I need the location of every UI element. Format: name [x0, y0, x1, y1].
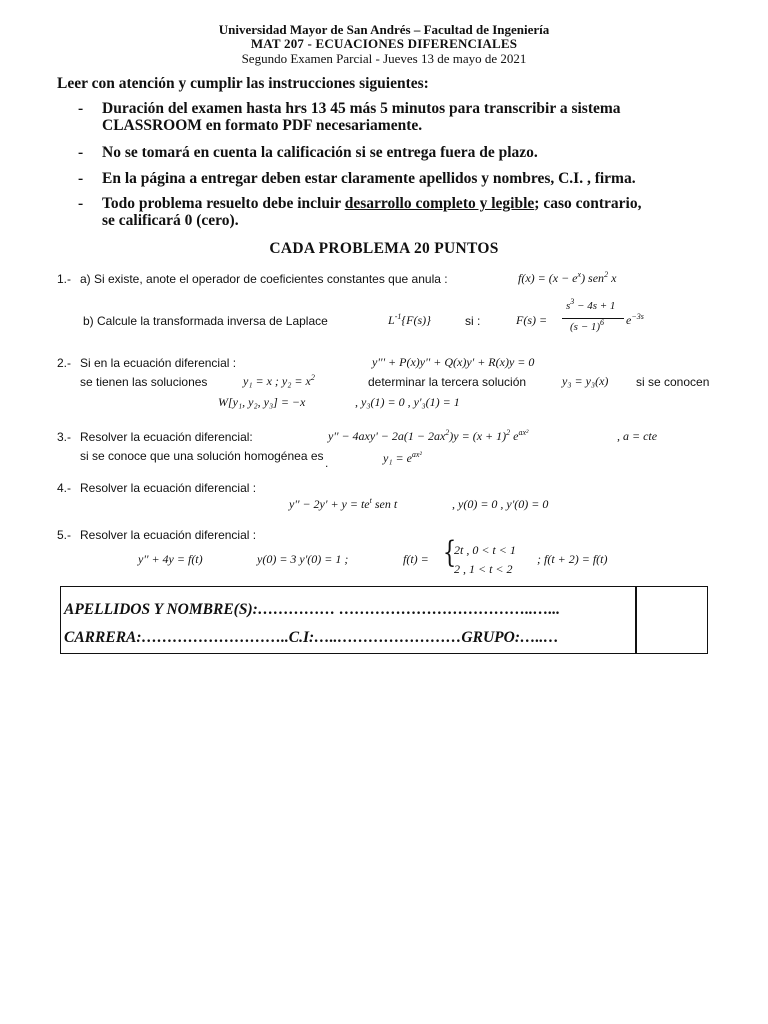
- instruction-text: CLASSROOM en formato PDF necesariamente.: [102, 117, 423, 134]
- bullet-dash: -: [78, 170, 84, 187]
- career-ci-group-label[interactable]: CARRERA:………………………..C.I:…..……………………GRUPO:…..…: [64, 629, 559, 646]
- bullet-dash: -: [78, 195, 84, 212]
- math-expression: $y_1 = e^{ax^2}$: [383, 450, 422, 465]
- math-expression: y''' + P(x)y'' + Q(x)y' + R(x)y = 0: [372, 355, 535, 369]
- instruction-item: [78, 195, 718, 229]
- course-title: MAT 207 - ECUACIONES DIFERENCIALES: [250, 36, 518, 51]
- math-expression: , y₃(1) = 0 , y'₃(1) = 1: [355, 395, 460, 409]
- math-expression: W[y₁, y₂, y₃] = −x: [218, 395, 306, 409]
- left-brace-icon: {: [442, 535, 457, 570]
- math-expression: f(t) =: [403, 552, 429, 566]
- problem-text: Resolver la ecuación diferencial:: [80, 430, 253, 444]
- problem-number: 3.-: [57, 430, 72, 444]
- student-info-box: [60, 586, 708, 654]
- math-expression: y₃ = y₃(x): [562, 374, 609, 388]
- math-expression: y'' + 4y = f(t): [138, 552, 203, 566]
- name-field-label[interactable]: APELLIDOS Y NOMBRE(S):…………… ………………………………..…...: [64, 601, 561, 618]
- fraction-numerator: $s^3 - 4s + 1$: [566, 297, 616, 312]
- signature-divider: [635, 587, 637, 653]
- math-expression: $f(x) = (x - e^x)$ sen$^2$ x: [518, 270, 617, 285]
- math-expression: y(0) = 3 y'(0) = 1 ;: [257, 552, 349, 566]
- math-expression: , y(0) = 0 , y'(0) = 0: [452, 497, 549, 511]
- university-title: Universidad Mayor de San Andrés – Facultad de Ingeniería: [218, 22, 550, 37]
- problem-text: determinar la tercera solución: [368, 375, 527, 389]
- instruction-underlined-text: desarrollo completo y legible: [344, 195, 535, 212]
- piecewise-case: 2 , 1 < t < 2: [454, 562, 513, 576]
- problem-text: si :: [465, 314, 481, 328]
- problem-text: a) Si existe, anote el operador de coeficientes constantes que anula :: [80, 272, 448, 286]
- bullet-dash: -: [78, 144, 84, 161]
- piecewise-case: 2t , 0 < t < 1: [454, 543, 516, 557]
- problem-number: 4.-: [57, 481, 72, 495]
- problem-number: 2.-: [57, 356, 72, 370]
- instruction-text: Todo problema resuelto debe incluir: [102, 195, 345, 212]
- math-expression: $y'' - 2y' + y = te^t$ sen t: [289, 496, 398, 511]
- math-expression: , a = cte: [617, 429, 658, 443]
- math-expression: ; f(t + 2) = f(t): [537, 552, 608, 566]
- points-heading: CADA PROBLEMA 20 PUNTOS: [269, 240, 499, 257]
- instruction-text: ; caso contrario,: [534, 195, 642, 212]
- math-expression: F(s) =: [516, 313, 548, 327]
- problem-text: Si en la ecuación diferencial :: [80, 356, 237, 370]
- instruction-text: Duración del examen hasta hrs 13 45 más 5 minutos para transcribir a sistema: [102, 100, 621, 117]
- fraction-bar: [562, 318, 624, 319]
- problem-text: si se conocen: [636, 375, 710, 389]
- math-expression: y₁ = x ; $y_2 = x^2$: [243, 373, 315, 388]
- laplace-operator: $L^{-1}\{F(s)\}$: [388, 312, 431, 327]
- instructions-intro: Leer con atención y cumplir las instrucciones siguientes:: [57, 75, 429, 92]
- problem-text: si se conoce que una solución homogénea es: [80, 449, 324, 463]
- math-expression: $y'' - 4axy' - 2a(1 - 2ax^2)y = (x + 1)^2$ $e^{ax^2}$: [328, 428, 529, 443]
- problem-text: b) Calcule la transformada inversa de Laplace: [83, 314, 328, 328]
- instruction-text: se calificará 0 (cero).: [102, 212, 239, 229]
- exam-subtitle: Segundo Examen Parcial - Jueves 13 de mayo de 2021: [241, 51, 527, 66]
- instruction-text: En la página a entregar deben estar claramente apellidos y nombres, C.I. , firma.: [102, 170, 636, 187]
- instruction-item: [78, 100, 718, 134]
- stray-dot: .: [325, 456, 329, 470]
- bullet-dash: -: [78, 100, 84, 117]
- problem-text: Resolver la ecuación diferencial :: [80, 528, 257, 542]
- problem-number: 1.-: [57, 272, 72, 286]
- problem-text: se tienen las soluciones: [80, 375, 208, 389]
- instruction-text: No se tomará en cuenta la calificación si se entrega fuera de plazo.: [102, 144, 538, 161]
- math-expression: $e^{-3s}$: [626, 312, 644, 327]
- problem-text: Resolver la ecuación diferencial :: [80, 481, 257, 495]
- problem-number: 5.-: [57, 528, 72, 542]
- fraction-denominator: $(s - 1)^6$: [570, 318, 605, 333]
